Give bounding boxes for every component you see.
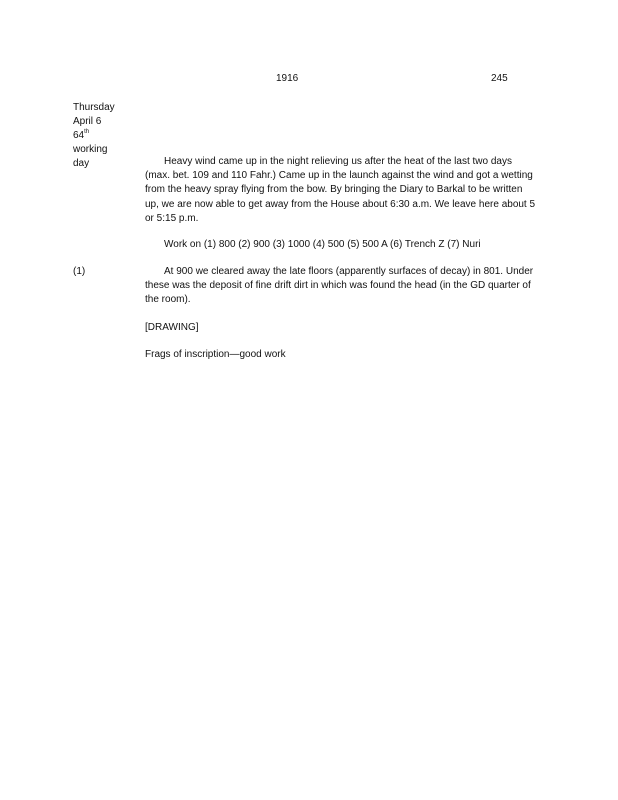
paragraph-work-list (145, 238, 545, 252)
paragraph-floors (145, 265, 545, 308)
margin-date-note (73, 101, 133, 171)
page-year: 1916 (276, 73, 299, 84)
margin-date: April 6 (73, 116, 102, 127)
text-line: Frags of inscription—good work (145, 349, 286, 360)
page-number: 245 (491, 73, 508, 84)
text-line: Heavy wind came up in the night relieving us after the heat of the last two days (164, 156, 512, 167)
paragraph-inscription (145, 348, 545, 362)
text-line: from the heavy spray flying from the bow. By bringing the Diary to Barkal to be written (145, 184, 523, 196)
text-line: these was the deposit of fine drift dirt in which was found the head (in the GD quarter of (145, 280, 531, 292)
text-line: Work on (1) 800 (2) 900 (3) 1000 (4) 500 (5) 500 A (6) Trench Z (7) Nuri (164, 239, 481, 250)
margin-note-1: (1) (73, 266, 86, 277)
text-line: up, we are now able to get away from the House about 6:30 a.m. We leave here about 5 (145, 198, 536, 210)
text-line: the room). (145, 294, 191, 306)
margin-weekday: Thursday (73, 102, 115, 113)
margin-working: working (73, 144, 108, 155)
paragraph-weather (145, 155, 545, 226)
text-line: At 900 we cleared away the late floors (apparently surfaces of decay) in 801. Under (164, 266, 534, 277)
ordinal-suffix: th (84, 128, 90, 135)
text-line: (max. bet. 109 and 110 Fahr.) Came up in the launch against the wind and got a wetting (145, 170, 533, 182)
drawing-placeholder (145, 321, 545, 335)
margin-day-count: 64th (73, 128, 90, 141)
text-line: [DRAWING] (145, 322, 199, 333)
text-line: or 5:15 p.m. (145, 212, 199, 224)
margin-day: day (73, 158, 90, 169)
